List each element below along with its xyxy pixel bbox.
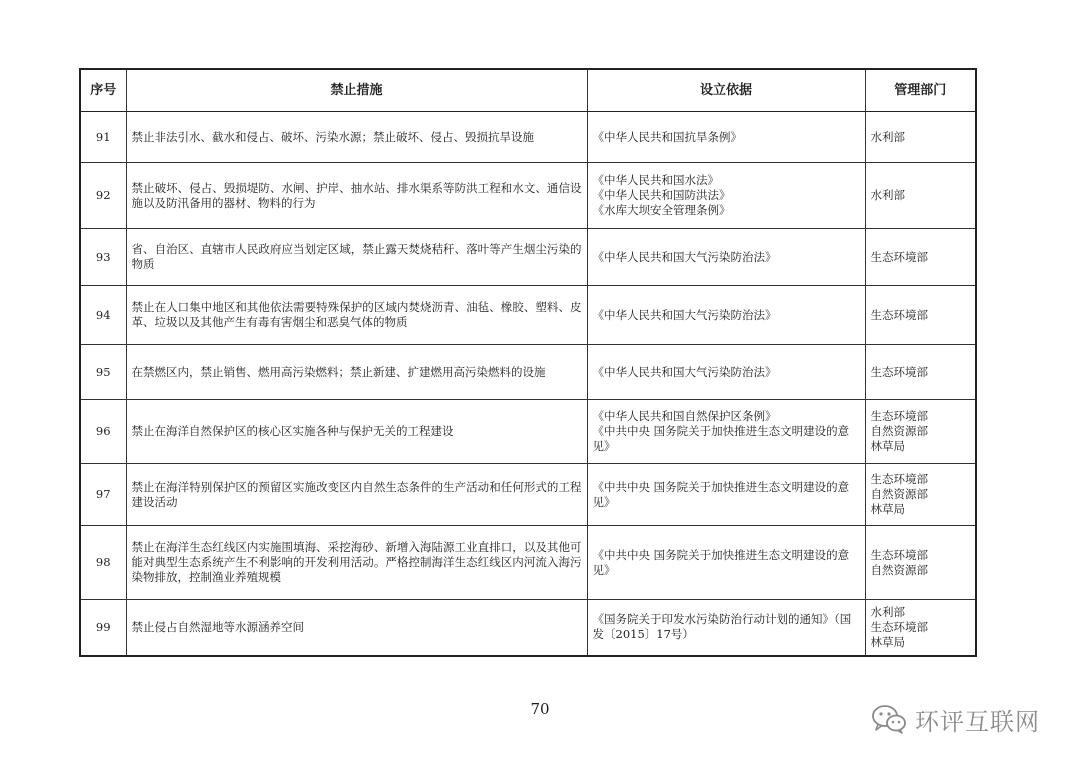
- dept-line: 水利部: [870, 188, 905, 202]
- basis-line: 《中华人民共和国大气污染防治法》: [592, 364, 777, 379]
- basis-line: 《中共中央 国务院关于加快推进生态文明建设的意见》: [592, 424, 850, 453]
- dept-line: 自然资源部: [870, 424, 928, 438]
- row-dept: [865, 600, 976, 656]
- row-measure: 禁止在海洋自然保护区的核心区实施各种与保护无关的工程建设: [126, 400, 587, 464]
- basis-line: 《中华人民共和国抗旱条例》: [592, 129, 742, 144]
- row-no: 95: [80, 345, 126, 400]
- row-basis: [587, 600, 865, 656]
- dept-line: 自然资源部: [870, 562, 928, 577]
- header-dept: 管理部门: [865, 69, 976, 112]
- dept-line: 生态环境部: [870, 249, 928, 264]
- row-measure: 在禁燃区内，禁止销售、燃用高污染燃料；禁止新建、扩建燃用高污染燃料的设施: [126, 345, 587, 400]
- row-measure: 禁止侵占自然湿地等水源涵养空间: [126, 600, 587, 656]
- basis-line: 《中华人民共和国防洪法》: [592, 188, 731, 202]
- basis-line: 《中华人民共和国大气污染防治法》: [592, 249, 777, 264]
- table-row: [80, 526, 976, 600]
- dept-line: 生态环境部: [870, 547, 928, 562]
- header-basis: 设立依据: [587, 69, 865, 112]
- table-row: [80, 600, 976, 656]
- row-dept: [865, 400, 976, 464]
- row-dept: [865, 526, 976, 600]
- row-dept: [865, 345, 976, 400]
- row-measure: 禁止破坏、侵占、毁损堤防、水闸、护岸、抽水站、排水渠系等防洪工程和水文、通信设施以及防汛备用的器材、物料的行为: [126, 163, 587, 229]
- dept-line: 林草局: [870, 502, 905, 516]
- row-basis: [587, 229, 865, 286]
- table-row: [80, 286, 976, 345]
- table-header-row: [80, 69, 976, 112]
- basis-line: 《中共中央 国务院关于加快推进生态文明建设的意见》: [592, 547, 850, 577]
- row-measure: 禁止在海洋生态红线区内实施围填海、采挖海砂、新增入海陆源工业直排口，以及其他可能对典型生态系统产生不利影响的开发利用活动。严格控制海洋生态红线区内河流入海污染物排放，控制渔业养殖规模: [126, 526, 587, 600]
- row-dept: [865, 286, 976, 345]
- dept-line: 自然资源部: [870, 487, 928, 501]
- row-no: 96: [80, 400, 126, 464]
- row-basis: [587, 400, 865, 464]
- row-no: 97: [80, 464, 126, 526]
- table-row: [80, 229, 976, 286]
- dept-line: 生态环境部: [870, 307, 928, 322]
- dept-line: 生态环境部: [870, 619, 928, 634]
- row-basis: [587, 112, 865, 163]
- row-no: 99: [80, 600, 126, 656]
- basis-line: 《中华人民共和国水法》: [592, 173, 719, 187]
- page-number: 70: [530, 700, 550, 718]
- row-no: 93: [80, 229, 126, 286]
- row-measure: 禁止在海洋特别保护区的预留区实施改变区内自然生态条件的生产活动和任何形式的工程建设活动: [126, 464, 587, 526]
- basis-line: 《中共中央 国务院关于加快推进生态文明建设的意见》: [592, 479, 850, 509]
- row-basis: [587, 163, 865, 229]
- row-measure: 禁止非法引水、截水和侵占、破坏、污染水源；禁止破坏、侵占、毁损抗旱设施: [126, 112, 587, 163]
- dept-line: 生态环境部: [870, 472, 928, 486]
- row-dept: [865, 464, 976, 526]
- header-no: 序号: [80, 69, 126, 112]
- row-basis: [587, 345, 865, 400]
- watermark-text: 环评互联网: [915, 707, 1040, 736]
- dept-line: 水利部: [870, 604, 905, 619]
- table-row: [80, 112, 976, 163]
- dept-line: 林草局: [870, 439, 905, 453]
- table-row: [80, 345, 976, 400]
- prohibition-table: [79, 68, 977, 657]
- row-no: 94: [80, 286, 126, 345]
- row-measure: 省、自治区、直辖市人民政府应当划定区域，禁止露天焚烧秸秆、落叶等产生烟尘污染的物质: [126, 229, 587, 286]
- row-no: 92: [80, 163, 126, 229]
- table-row: [80, 400, 976, 464]
- row-no: 91: [80, 112, 126, 163]
- row-dept: [865, 163, 976, 229]
- dept-line: 林草局: [870, 634, 905, 649]
- row-no: 98: [80, 526, 126, 600]
- dept-line: 生态环境部: [870, 409, 928, 423]
- header-measure: 禁止措施: [126, 69, 587, 112]
- row-basis: [587, 464, 865, 526]
- table-row: [80, 163, 976, 229]
- basis-line: 《国务院关于印发水污染防治行动计划的通知》（国发〔2015〕17号）: [592, 612, 852, 642]
- row-measure: 禁止在人口集中地区和其他依法需要特殊保护的区域内焚烧沥青、油毡、橡胶、塑料、皮革、垃圾以及其他产生有毒有害烟尘和恶臭气体的物质: [126, 286, 587, 345]
- basis-line: 《中华人民共和国自然保护区条例》: [592, 409, 777, 423]
- table-row: [80, 464, 976, 526]
- basis-line: 《中华人民共和国大气污染防治法》: [592, 307, 777, 322]
- wechat-icon: [871, 704, 907, 734]
- row-basis: [587, 526, 865, 600]
- row-basis: [587, 286, 865, 345]
- watermark: [871, 702, 1040, 736]
- row-dept: [865, 112, 976, 163]
- row-dept: [865, 229, 976, 286]
- dept-line: 生态环境部: [870, 364, 928, 379]
- dept-line: 水利部: [870, 129, 905, 144]
- basis-line: 《水库大坝安全管理条例》: [592, 203, 731, 217]
